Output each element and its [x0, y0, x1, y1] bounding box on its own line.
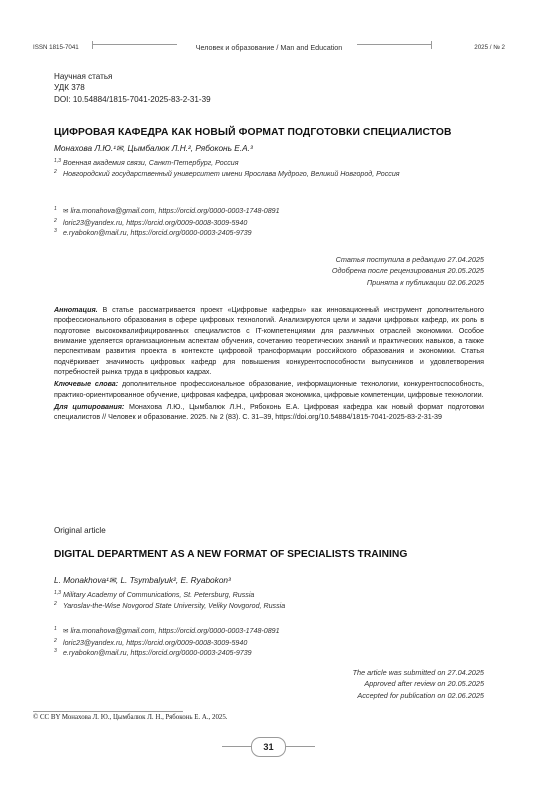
affiliation: 2 Yaroslav-the-Wise Novgorod State University, Veliky Novgorod, Russia — [54, 600, 286, 610]
header-rule-right — [357, 44, 432, 45]
affiliations-ru — [54, 158, 484, 179]
article-title-en: DIGITAL DEPARTMENT AS A NEW FORMAT OF SPECIALISTS TRAINING — [54, 549, 408, 560]
citation — [54, 402, 484, 423]
contacts-ru — [54, 206, 280, 239]
abstract-label: Аннотация. — [54, 306, 98, 314]
page-rule-right — [286, 746, 315, 747]
contact-line: 3 e.ryabokon@mail.ru, https://orcid.org/0000-0003-2405-9739 — [54, 228, 252, 238]
date-approved: Approved after review on 20.05.2025 — [364, 679, 484, 689]
contact-line: 2 loric23@yandex.ru, https://orcid.org/0009-0008-3009-5940 — [54, 637, 248, 647]
date-accepted: Accepted for publication on 02.06.2025 — [357, 690, 484, 700]
mail-icon: ✉ — [63, 628, 69, 635]
journal-title: Человек и образование / Man and Education — [195, 43, 343, 52]
issn: ISSN 1815-7041 — [33, 44, 79, 51]
keywords-text: дополнительное профессиональное образование, информационные технологии, конкурентоспособность, практико-ориентированное обучение, цифровая кафедра, цифровая экономика, цифровые компетенции, цифровые технологии. — [54, 380, 484, 399]
abstract-text: В статье рассматривается проект «Цифровые кафедры» как инновационный инструмент дополнительного профессионального образования в сфере цифровых технологий. Анализируются цели и задачи цифровых кафедр, их роль в подготовке высококвалифицированных специалистов с IT-компетенциями для различных отраслей экономики. Особое внимание уделяется организационным аспектам обучения, сочетанию теоретических знаний и практических навыков, а также перспективам развития проекта в контексте цифровой трансформации российского образования и экономики. Статья подчёркивает значимость цифровых кафедр для повышения конкурентоспособности выпускников и удовлетворения потребностей рынка труда в цифровых кадрах. — [54, 306, 484, 376]
contact-line: 2 loric23@yandex.ru, https://orcid.org/0009-0008-3009-5940 — [54, 217, 248, 227]
keywords — [54, 379, 484, 400]
article-type: Научная статья — [54, 72, 113, 81]
affiliation: 1,3 Военная академия связи, Санкт-Петербург, Россия — [54, 158, 239, 167]
article-title-ru: ЦИФРОВАЯ КАФЕДРА КАК НОВЫЙ ФОРМАТ ПОДГОТОВКИ СПЕЦИАЛИСТОВ — [54, 127, 452, 138]
header-rule-left — [92, 44, 177, 45]
affiliation: 1,3 Military Academy of Communications, St. Petersburg, Russia — [54, 590, 255, 599]
date-approved: Одобрена после рецензирования 20.05.2025 — [331, 266, 484, 276]
footnote-rule — [33, 711, 183, 712]
abstract-block — [54, 305, 484, 424]
date-submitted: Статья поступила в редакцию 27.04.2025 — [335, 255, 484, 264]
affiliations-en — [54, 590, 484, 611]
issue-number: 2025 / № 2 — [474, 44, 505, 51]
dates-en — [353, 667, 484, 701]
citation-text: Монахова Л.Ю., Цымбалюк Л.Н., Рябоконь Е.А. Цифровая кафедра как новый формат подготовки специалистов // Человек и образование. 2025. № 2 (83). С. 31–39, https://doi.org/10.54884/1815-7041-2025-83-2-31-39 — [54, 402, 484, 422]
contacts-en — [54, 626, 280, 659]
page-rule-left — [222, 746, 251, 747]
date-submitted: The article was submitted on 27.04.2025 — [352, 668, 484, 677]
abstract — [54, 305, 484, 377]
doi: DOI: 10.54884/1815-7041-2025-83-2-31-39 — [54, 94, 211, 104]
copyright: © CC BY Монахова Л. Ю., Цымбалюк Л. Н., Рябоконь Е. А., 2025. — [33, 714, 228, 721]
udk: УДК 378 — [54, 83, 85, 93]
original-article-label: Original article — [54, 526, 106, 535]
contact-line: 3 e.ryabokon@mail.ru, https://orcid.org/0000-0003-2405-9739 — [54, 648, 252, 658]
header-tick — [92, 41, 93, 49]
mail-icon: ✉ — [63, 208, 69, 215]
authors-ru: Монахова Л.Ю.¹✉, Цымбалюк Л.Н.², Рябоконь Е.А.³ — [54, 143, 253, 153]
article-meta — [54, 71, 211, 105]
citation-label: Для цитирования: — [54, 402, 125, 411]
date-accepted: Принята к публикации 02.06.2025 — [366, 277, 484, 287]
header-tick — [431, 41, 432, 49]
contact-line: 1 ✉ lira.monahova@gmail.com, https://orcid.org/0000-0003-1748-0891 — [54, 626, 280, 635]
keywords-label: Ключевые слова: — [54, 380, 119, 389]
dates-ru — [332, 254, 484, 288]
contact-line: 1 ✉ lira.monahova@gmail.com, https://orcid.org/0000-0003-1748-0891 — [54, 206, 280, 215]
affiliation: 2 Новгородский государственный университет имени Ярослава Мудрого, Великий Новгород, Россия — [54, 168, 400, 178]
page-number: 31 — [251, 737, 286, 757]
authors-en: L. Monakhova¹✉, L. Tsymbalyuk², E. Ryabokon³ — [54, 575, 231, 585]
